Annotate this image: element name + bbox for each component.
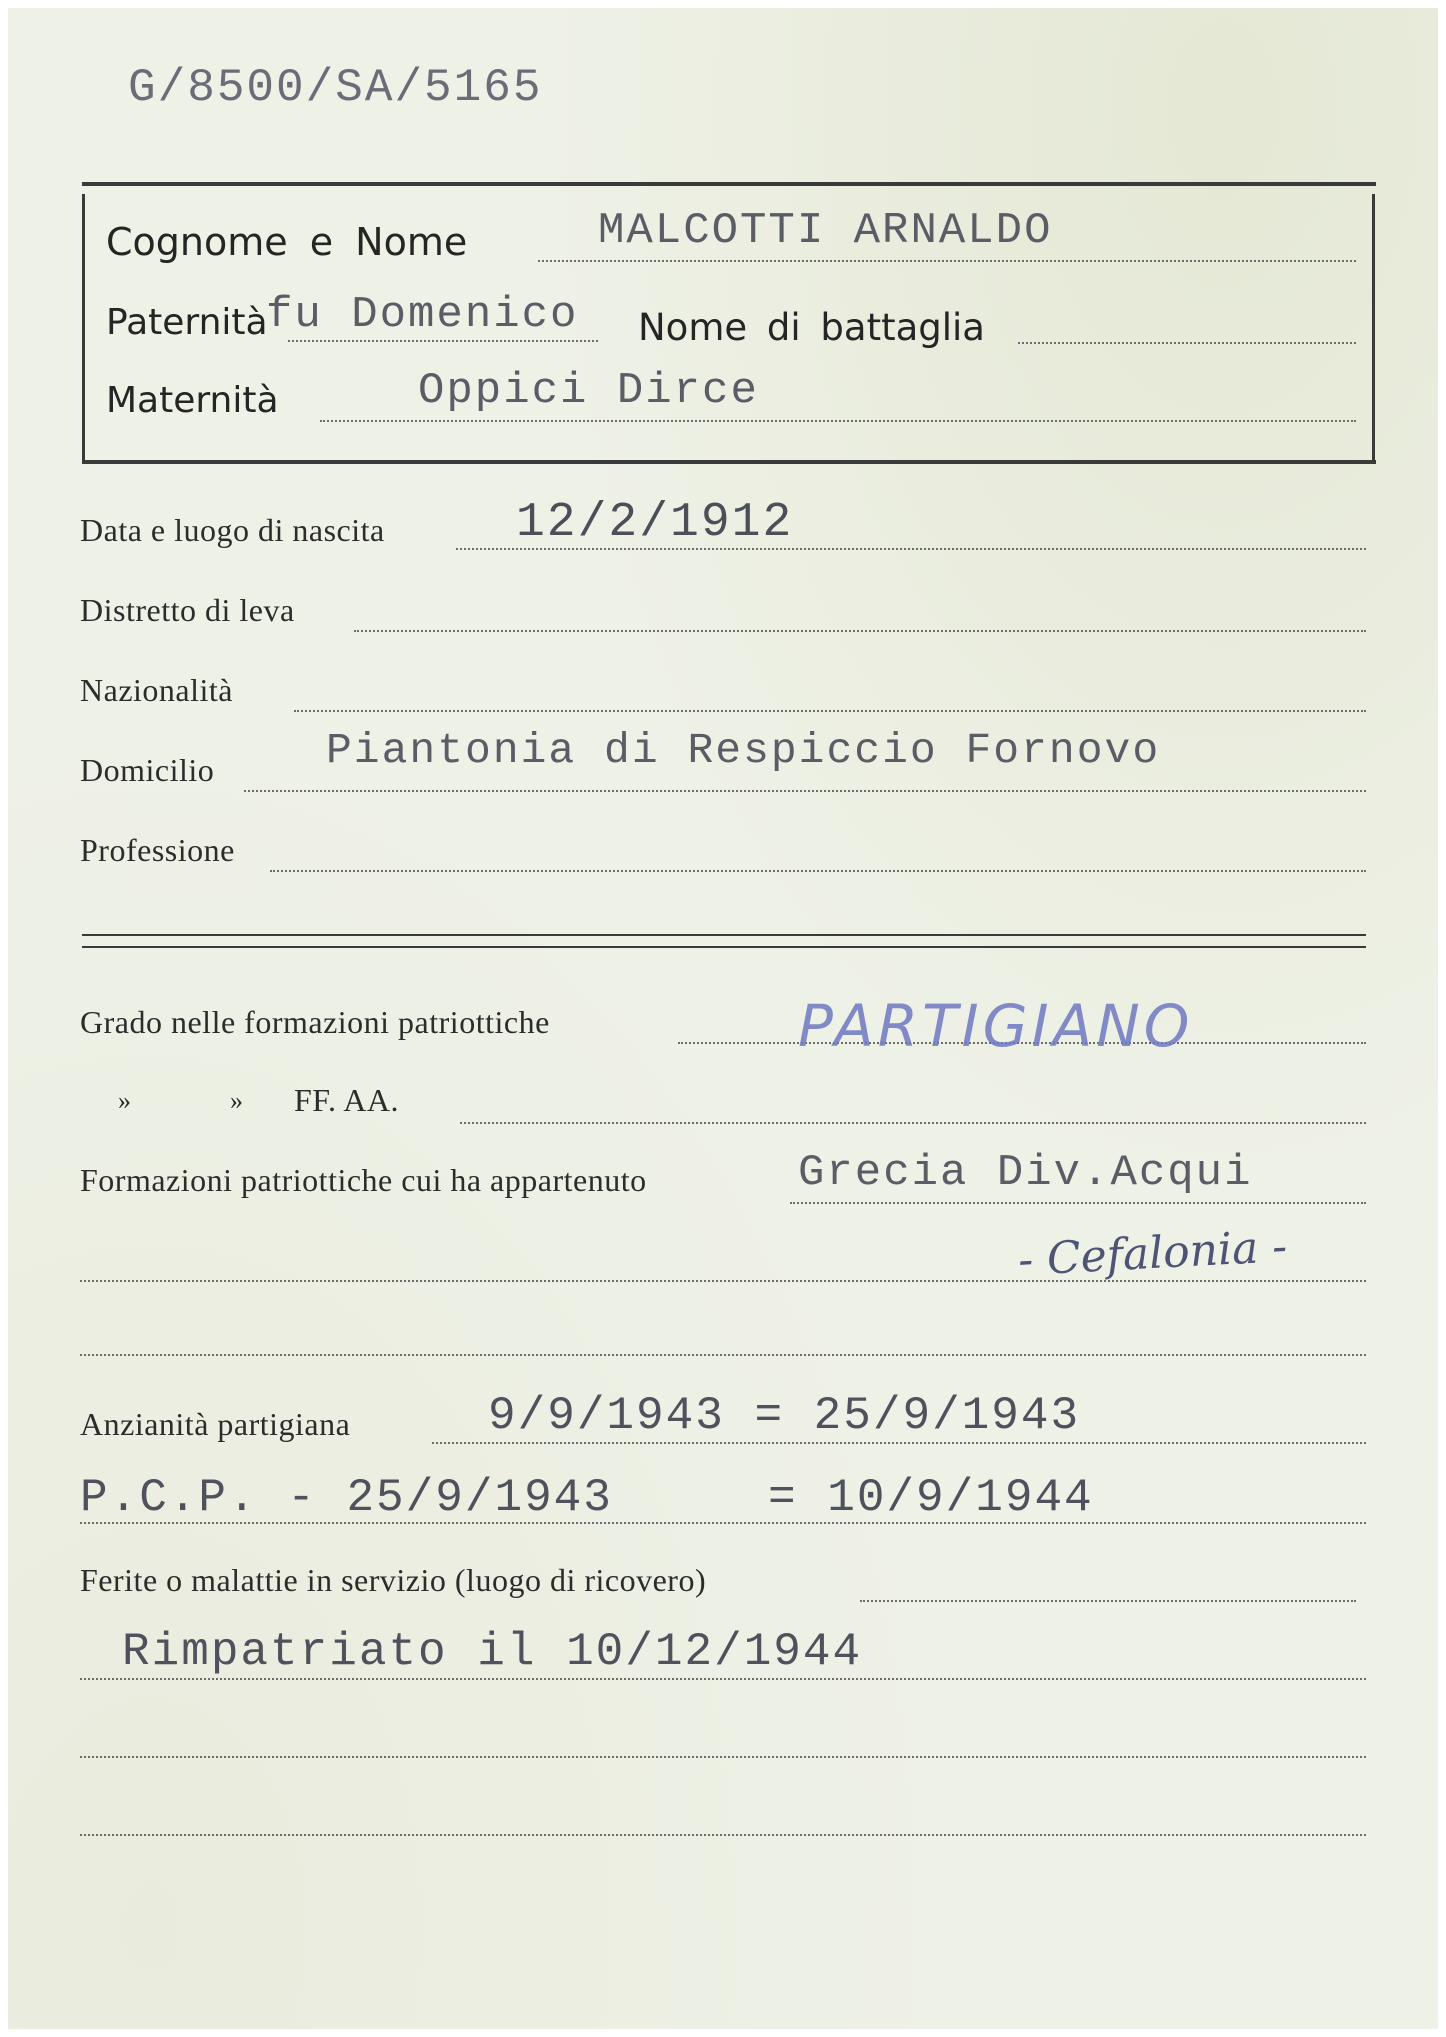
grado-stamp: PARTIGIANO [798,992,1194,1060]
distretto-label: Distretto di leva [80,592,295,628]
formazioni-dotted-line [790,1202,1366,1204]
grado-label: Grado nelle formazioni patriottiche [80,1004,550,1040]
box-right-rule [1372,194,1375,464]
ffaa-quote-2: » [230,1086,244,1115]
document-card [8,8,1438,2029]
distretto-dotted-line [354,630,1366,632]
separator-rule-bottom [82,946,1366,948]
paternita-value: fu Domenico [266,290,579,340]
empty-dotted-line-1 [80,1354,1366,1356]
anzianita-label: Anzianità partigiana [80,1406,351,1442]
formazioni-value: Grecia Div.Acqui [798,1148,1253,1198]
empty-dotted-line-3 [80,1834,1366,1836]
ffaa-label: FF. AA. [294,1082,399,1118]
domicilio-label: Domicilio [80,752,215,788]
ferite-value-dotted-line [80,1678,1366,1680]
cognome-value: MALCOTTI ARNALDO [598,206,1053,256]
formazioni-handwritten-note: - Cefalonia - [1016,1220,1289,1287]
formazioni-continuation-dotted-line [80,1280,1366,1282]
ffaa-quote-1: » [118,1086,132,1115]
anzianita-value: 9/9/1943 = 25/9/1943 [488,1390,1081,1442]
professione-dotted-line [270,870,1366,872]
box-left-rule [82,194,85,464]
nazionalita-dotted-line [294,710,1366,712]
professione-label: Professione [80,832,235,868]
empty-dotted-line-2 [80,1756,1366,1758]
ferite-label: Ferite o malattie in servizio (luogo di ricovero) [80,1562,707,1598]
nascita-label: Data e luogo di nascita [80,512,385,548]
cognome-label: Cognome e Nome [106,220,468,264]
formazioni-label: Formazioni patriottiche cui ha appartenuto [80,1162,647,1198]
paternita-label: Paternità [106,302,268,343]
reference-number: G/8500/SA/5165 [128,62,543,114]
domicilio-dotted-line [244,790,1366,792]
box-top-rule [82,182,1376,186]
maternita-label: Maternità [106,380,279,421]
maternita-value: Oppici Dirce [418,366,759,416]
separator-rule-top [82,934,1366,936]
ferite-value: Rimpatriato il 10/12/1944 [122,1626,863,1678]
domicilio-value: Piantonia di Respiccio Fornovo [326,726,1161,775]
ferite-dotted-line [860,1600,1356,1602]
pcp-value-right: = 10/9/1944 [768,1472,1094,1524]
nascita-value: 12/2/1912 [516,496,794,550]
nome-battaglia-label: Nome di battaglia [638,306,985,349]
box-bottom-rule [82,460,1376,464]
pcp-value-left: P.C.P. - 25/9/1943 [80,1472,613,1524]
anzianita-dotted-line [432,1442,1366,1444]
ffaa-dotted-line [460,1122,1366,1124]
nome-battaglia-dotted-line [1018,342,1356,344]
nazionalita-label: Nazionalità [80,672,233,708]
paternita-dotted-line [288,340,598,342]
maternita-dotted-line [320,420,1356,422]
cognome-dotted-line [538,260,1356,262]
